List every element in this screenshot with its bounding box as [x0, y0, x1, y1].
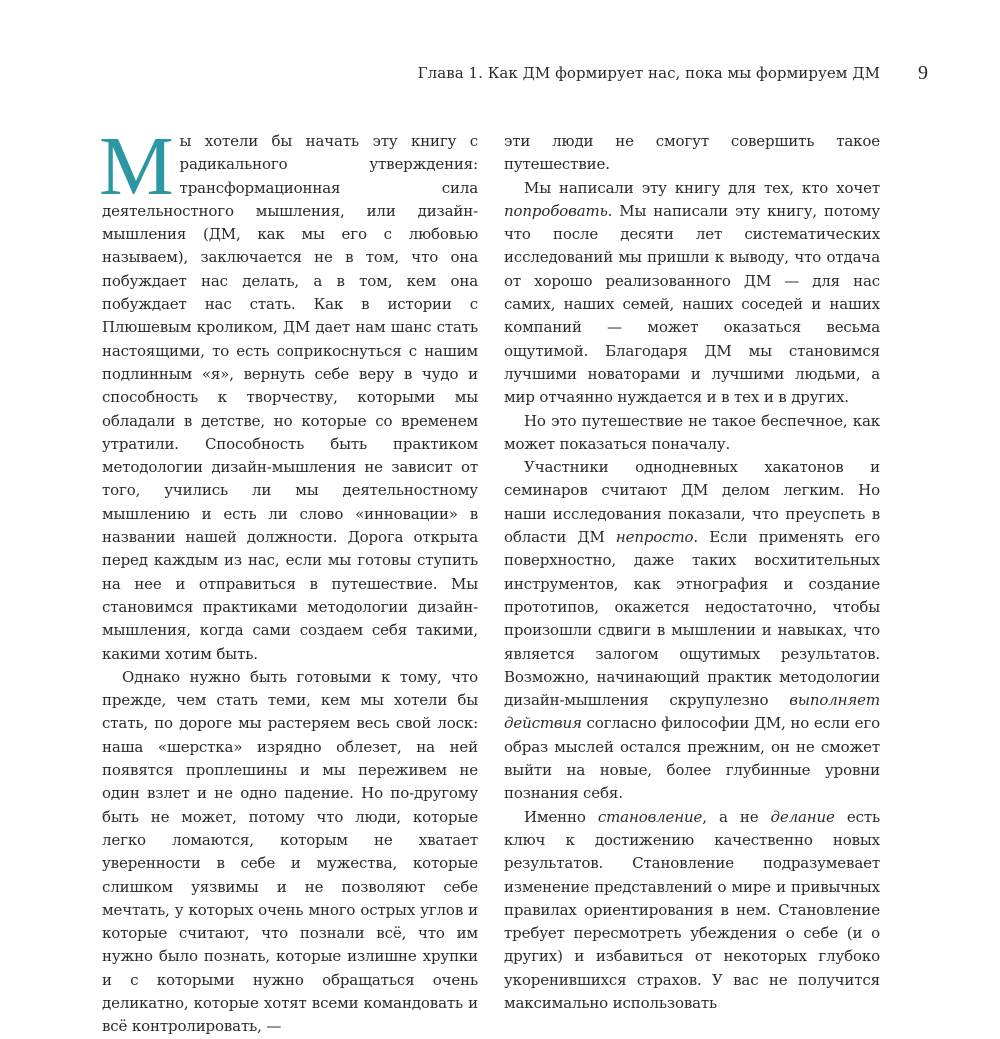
continued-paragraph: эти люди не смогут совершить такое путешествие.	[504, 132, 880, 174]
text-run: . Если применять его поверхностно, даже таких восхитительных инструментов, как этнография и создание прототипов, окажется недостаточно, чтобы произошли сдвиги в мышлении и навыках, что является залогом ощутимых результатов. Возможно, начинающий практик методологии дизайн-мышления скрупулезно	[504, 528, 880, 710]
paragraph: Однако нужно быть готовыми к тому, что прежде, чем стать теми, кем мы хотели бы стать, по дороге мы растеряем весь свой лоск: наша «шерстка» изрядно облезет, на ней появятся проплешины и мы переживем не один взлет и не одно падение. Но по-другому быть не может, потому что люди, которые легко ломаются, которым не хватает уверенности в себе и мужества, которые слишком уязвимы и не позволяют себе мечтать, у которых очень много острых углов и которые считают, что познали всё, что им нужно было познать, которые излишне хрупки и с которыми нужно обращаться очень деликатно, которые хотят всеми командовать и всё контролировать, —	[102, 667, 478, 1036]
text-run: согласно философии ДМ, но если его образ мыслей остался прежним, он не сможет выйти на новые, более глубинные уровни познания себя.	[504, 714, 880, 803]
emphasis: становление	[597, 807, 703, 826]
paragraph	[504, 806, 880, 1016]
paragraph: Но это путешествие не такое беспечное, как может показаться поначалу.	[504, 411, 880, 453]
left-column	[99, 120, 478, 1039]
opening-paragraph	[99, 120, 478, 666]
text-run: Именно	[524, 807, 598, 826]
paragraph	[504, 456, 880, 805]
right-column	[504, 130, 880, 1015]
text-run: есть ключ к достижению качественно новых результатов. Становление подразумевает изменение представлений о мире и привычных правилах ориентирования в нем. Становление требует пересмотреть убеждения о себе (и о других) и избавиться от некоторых глубоко укоренившихся страхов. У вас не получится максимально использовать	[504, 807, 880, 1012]
emphasis: попробовать	[504, 201, 608, 220]
drop-cap: М	[99, 120, 174, 213]
running-header: Глава 1. Как ДМ формирует нас, пока мы формируем ДМ	[417, 64, 880, 82]
emphasis: делание	[770, 807, 835, 826]
text-run: , а не	[702, 807, 771, 826]
paragraph	[504, 177, 880, 410]
text-run: . Мы написали эту книгу, потому что после десяти лет систематических исследований мы пришли к выводу, что отдача от хорошо реализованного ДМ — для нас самих, наших семей, наших соседей и наших компаний — может оказаться весьма ощутимой. Благодаря ДМ мы становимся лучшими новаторами и лучшими людьми, а мир отчаянно нуждается и в тех и в других.	[504, 201, 880, 407]
opening-paragraph-text: ы хотели бы начать эту книгу с радикального утверждения: трансформационная сила деятельностного мышления, или дизайн-мышления (ДМ, как мы его с любовью называем), заключается не в том, что она побуждает нас делать, а в том, кем она побуждает нас стать. Как в истории с Плюшевым кроликом, ДМ дает нам шанс стать настоящими, то есть соприкоснуться с нашим подлинным «я», вернуть себе веру в чудо и способность к творчеству, которыми мы обладали в детстве, но которые со временем утратили. Способность быть практиком методологии дизайн-мышления не зависит от того, учились ли мы деятельностному мышлению и есть ли слово «инновации» в названии нашей должности. Дорога открыта перед каждым из нас, если мы готовы ступить на нее и отправиться в путешествие. Мы становимся практиками методологии дизайн-мышления, когда сами создаем себя такими, какими хотим быть.	[102, 132, 478, 663]
page-number: 9	[918, 62, 928, 84]
text-run: Участники однодневных хакатонов и семинаров считают ДМ делом легким. Но наши исследования показали, что преуспеть в области ДМ	[504, 458, 880, 547]
text-run: Мы написали эту книгу для тех, кто хочет	[524, 178, 880, 197]
emphasis: выполняет действия	[504, 691, 880, 733]
emphasis: непросто	[615, 528, 694, 547]
